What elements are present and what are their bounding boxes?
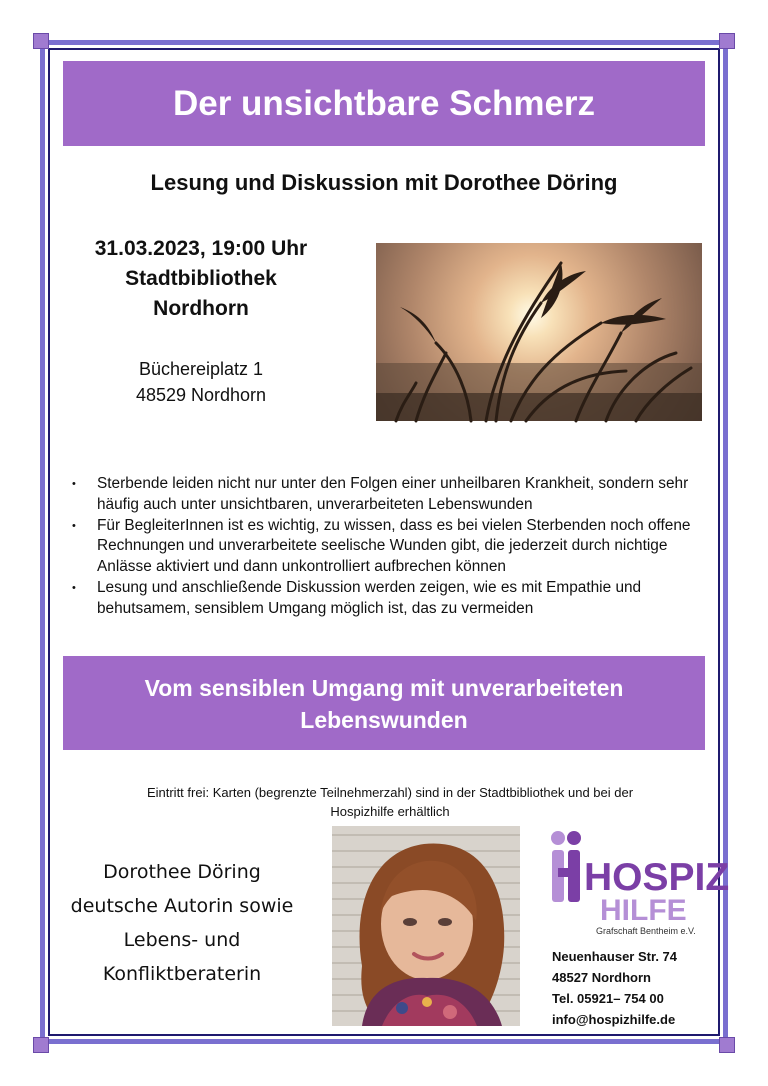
logo-word-hilfe: HILFE: [600, 894, 687, 927]
event-venue-line2: Nordhorn: [153, 297, 249, 320]
event-subtitle: Lesung und Diskussion mit Dorothee Döring: [150, 170, 618, 195]
bullet-item: • Sterbende leiden nicht nur unter den Folgen einer unheilbaren Krankheit, sondern sehr häufig auch unter unsichtbaren, unverarbeiteten Lebenswunden: [72, 474, 702, 516]
theme-banner-line2: Lebenswunden: [300, 707, 468, 733]
event-datetime: 31.03.2023, 19:00 Uhr: [94, 237, 308, 260]
contact-phone: Tel. 05921– 754 00: [552, 991, 664, 1006]
author-role-line3: Konfliktberaterin: [102, 963, 262, 985]
title-banner: [63, 61, 705, 146]
bullet-item: • Lesung und anschließende Diskussion werden zeigen, wie es mit Empathie und behutsamem, sensiblem Umgang möglich ist, das zu vermeiden: [72, 578, 702, 620]
logo-word-hospiz: HOSPIZ: [584, 856, 730, 899]
address-street: Büchereiplatz 1: [138, 359, 264, 379]
corner-square-bottom-right: [719, 1037, 735, 1053]
theme-banner: [63, 656, 705, 750]
event-details: [70, 234, 332, 324]
address-city: 48529 Nordhorn: [135, 385, 267, 405]
portrait-illustration: [332, 826, 520, 1026]
corner-square-top-right: [719, 33, 735, 49]
event-venue-line1: Stadtbibliothek: [125, 267, 277, 290]
contact-city: 48527 Nordhorn: [552, 970, 651, 985]
corner-square-top-left: [33, 33, 49, 49]
bullet-list: [72, 474, 702, 620]
hospizhilfe-logo: [548, 828, 730, 940]
admission-line1: Eintritt frei: Karten (begrenzte Teilnehmerzahl) sind in der Stadtbibliothek und bei der: [146, 785, 634, 800]
admission-line2: Hospizhilfe erhältlich: [330, 804, 450, 819]
contact-email[interactable]: info@hospizhilfe.de: [552, 1012, 676, 1027]
grass-silhouette-illustration: [376, 243, 702, 421]
author-portrait-photo: [332, 826, 520, 1026]
logo-tagline: Grafschaft Bentheim e.V.: [596, 926, 696, 936]
author-role-line1: deutsche Autorin sowie: [70, 895, 294, 917]
bullet-item: • Für BegleiterInnen ist es wichtig, zu wissen, dass es bei vielen Sterbenden noch offene Rechnungen und unverarbeitete seelische Wunden gibt, die jederzeit durch nichtige Anlässe aktiviert und dann unkontrolliert aufbrechen können: [72, 516, 702, 578]
hospiz-people-icon: [548, 828, 730, 940]
contact-info: [552, 946, 712, 1030]
author-role-line2: Lebens- und: [123, 929, 241, 951]
sunset-grass-photo: [376, 243, 702, 421]
author-name: Dorothee Döring: [103, 861, 261, 883]
contact-street: Neuenhauser Str. 74: [552, 949, 677, 964]
page-title: Der unsichtbare Schmerz: [172, 84, 596, 123]
theme-banner-line1: Vom sensiblen Umgang mit unverarbeiteten: [144, 675, 624, 701]
author-info: [62, 855, 302, 991]
admission-note: [100, 783, 680, 821]
event-address: [70, 356, 332, 408]
corner-square-bottom-left: [33, 1037, 49, 1053]
